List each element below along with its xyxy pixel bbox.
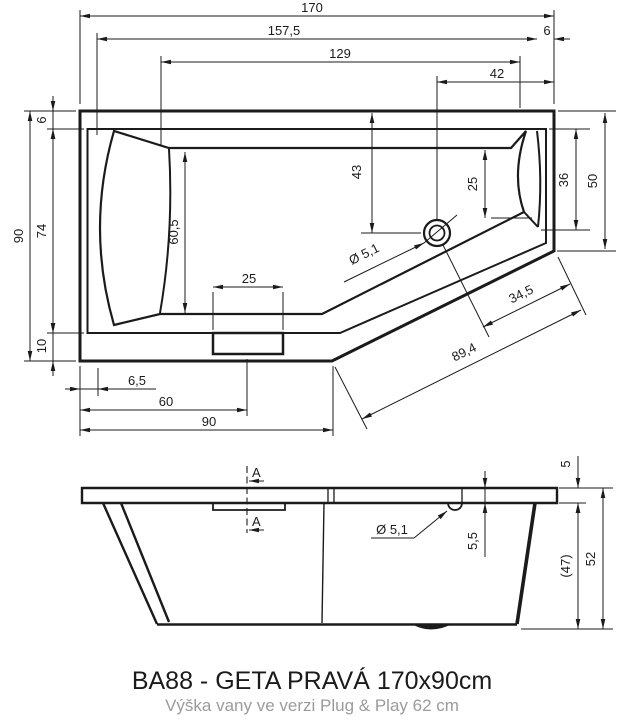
dim-rim-bottom — [34, 318, 53, 376]
dim-label-74: 74 — [34, 223, 49, 239]
section-line-a-a — [247, 465, 264, 533]
top-view — [11, 0, 616, 436]
dim-label-157-5: 157,5 — [267, 23, 301, 38]
dim-label-25-bottom: 25 — [241, 271, 257, 286]
dim-label-5-5: 5,5 — [465, 531, 480, 551]
dim-total-width — [80, 0, 554, 104]
dim-label-129: 129 — [329, 46, 351, 61]
dim-curve-offset — [65, 368, 156, 396]
title-block — [132, 666, 492, 715]
dim-label-36: 36 — [556, 172, 571, 188]
drain-diameter-label: Ø 5,1 — [346, 240, 382, 268]
mid-panel-joint — [322, 503, 324, 623]
dim-inner-height — [558, 503, 578, 629]
dim-overflow-width — [213, 271, 283, 330]
dim-drain-to-edge — [437, 66, 554, 219]
dim-label-60: 60 — [158, 394, 174, 409]
rim-profile — [82, 488, 557, 503]
overflow-grip-rect — [213, 333, 283, 354]
drain-diameter-label-side: Ø 5,1 — [376, 522, 408, 537]
dim-inner-width — [161, 46, 520, 145]
tub-rim-inner-outline — [88, 129, 547, 333]
dim-label-34-5: 34,5 — [506, 281, 536, 307]
headrest-right-curve — [537, 131, 540, 227]
drawing-subtitle: Výška vany ve verzi Plug & Play 62 cm — [165, 696, 459, 715]
drain-callout-side — [371, 511, 447, 538]
headrest-right-corner — [524, 212, 538, 227]
drawing-title: BA88 - GETA PRAVÁ 170x90cm — [131, 667, 493, 695]
dim-drain-depth — [465, 471, 485, 557]
dim-label-90-left: 90 — [11, 228, 26, 244]
dim-label-43: 43 — [349, 164, 364, 180]
dim-rim-right — [543, 23, 570, 39]
dim-label-6-5: 6,5 — [127, 373, 147, 388]
drain-trap-bump — [412, 624, 452, 630]
dim-label-90-bottom: 90 — [201, 414, 217, 429]
dim-label-25-right: 25 — [465, 176, 480, 192]
dim-rim-top — [34, 96, 84, 144]
dim-right-opening — [541, 129, 590, 230]
dim-label-42: 42 — [489, 66, 505, 81]
dim-label-10: 10 — [34, 338, 49, 354]
dim-label-52: 52 — [583, 551, 598, 567]
dim-label-47: (47) — [558, 554, 573, 578]
dim-label-170: 170 — [301, 0, 323, 15]
dim-inner-depth — [34, 129, 84, 333]
dim-bottom-width — [80, 366, 333, 436]
dim-label-6-top: 6 — [34, 116, 49, 124]
right-wall-line — [517, 503, 535, 624]
dim-diagonal-edge — [335, 257, 586, 429]
section-label-top: A — [252, 465, 261, 480]
dim-drain-from-top — [349, 113, 421, 233]
section-label-bottom: A — [252, 514, 261, 529]
dim-label-6-right: 6 — [543, 23, 551, 38]
dim-label-60-5: 60,5 — [166, 219, 181, 245]
dim-diagonal-drain — [443, 245, 570, 337]
left-wall-lines — [103, 503, 169, 624]
dim-width-to-curve — [97, 23, 537, 135]
dim-overflow-center — [80, 359, 247, 416]
dim-label-89-4: 89,4 — [449, 339, 479, 365]
rim-joint-lines — [328, 488, 462, 503]
dim-total-height — [583, 488, 603, 629]
dim-label-5: 5 — [558, 460, 573, 468]
drain-callout — [344, 215, 457, 282]
side-view — [82, 456, 613, 630]
dim-basin-depth — [166, 152, 185, 313]
dim-label-50: 50 — [585, 173, 600, 189]
dim-rim-height — [558, 456, 578, 518]
